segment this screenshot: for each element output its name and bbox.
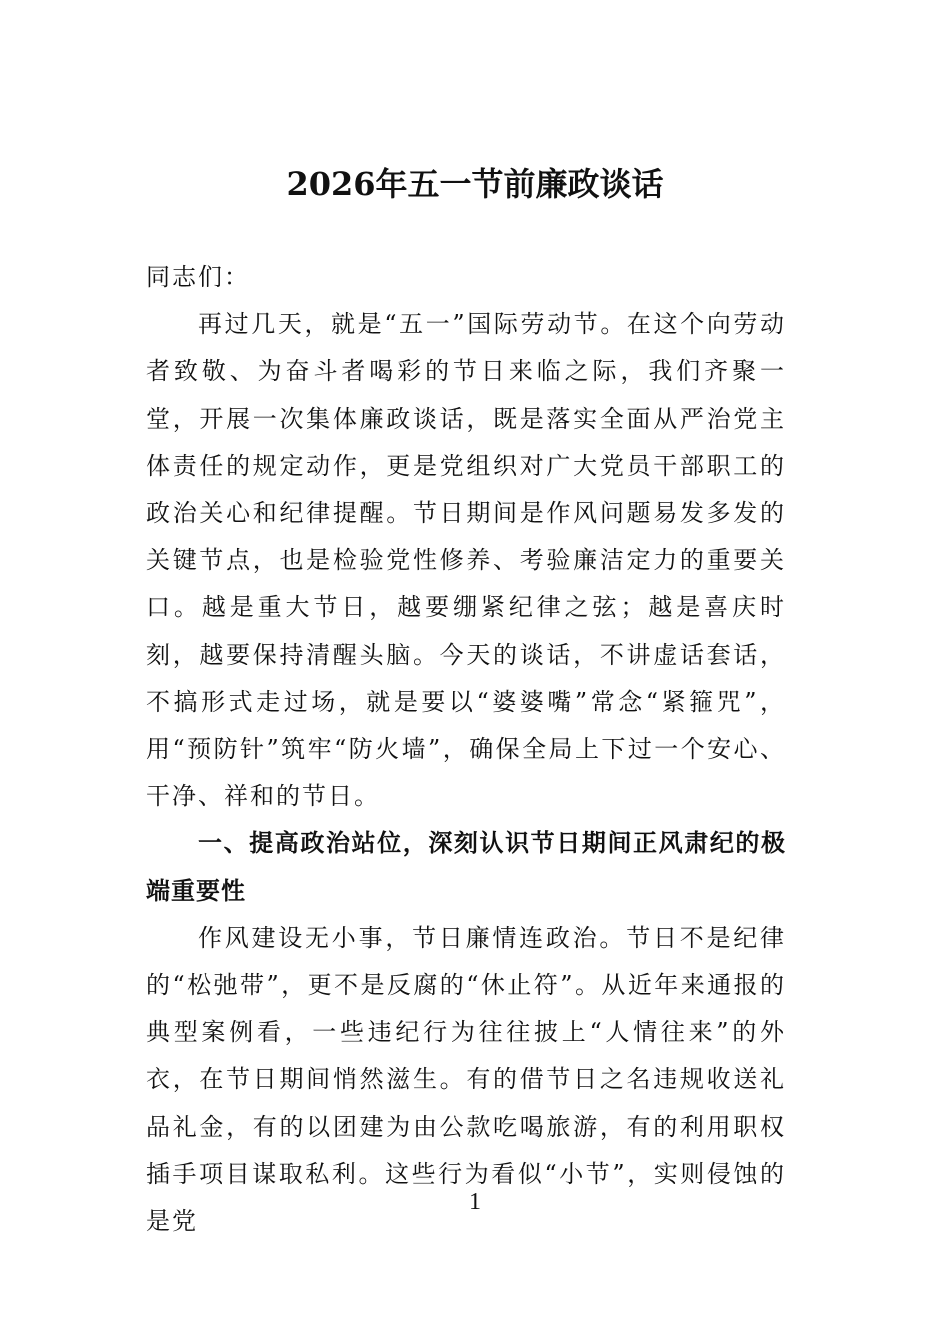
section-paragraph: 作风建设无小事，节日廉情连政治。节日不是纪律的“松弛带”，更不是反腐的“休止符”。从近年来通报的典型案例看，一些违纪行为往往披上“人情往来”的外衣，在节日期间悄然滋生。有的借节日之名违规收送礼品礼金，有的以团建为由公款吃喝旅游，有的利用职权插手项目谋取私利。这些行为看似“小节”，实则侵蚀的是党 (146, 923, 786, 1236)
document-title: 2026年五一节前廉政谈话 (286, 165, 664, 203)
page-number: 1 (469, 1189, 481, 1215)
intro-paragraph: 再过几天，就是“五一”国际劳动节。在这个向劳动者致敬、为奋斗者喝彩的节日来临之际，我们齐聚一堂，开展一次集体廉政谈话，既是落实全面从严治党主体责任的规定动作，更是党组织对广大党员干部职工的政治关心和纪律提醒。节日期间是作风问题易发多发的关键节点，也是检验党性修养、考验廉洁定力的重要关口。越是重大节日，越要绷紧纪律之弦；越是喜庆时刻，越要保持清醒头脑。今天的谈话，不讲虚话套话，不搞形式走过场，就是要以“婆婆嘴”常念“紧箍咒”，用“预防针”筑牢“防火墙”，确保全局上下过一个安心、干净、祥和的节日。 (146, 310, 786, 811)
document-body (146, 254, 786, 1245)
section-heading: 一、提高政治站位，深刻认识节日期间正风肃纪的极端重要性 (146, 829, 786, 905)
salutation: 同志们： (146, 263, 250, 291)
